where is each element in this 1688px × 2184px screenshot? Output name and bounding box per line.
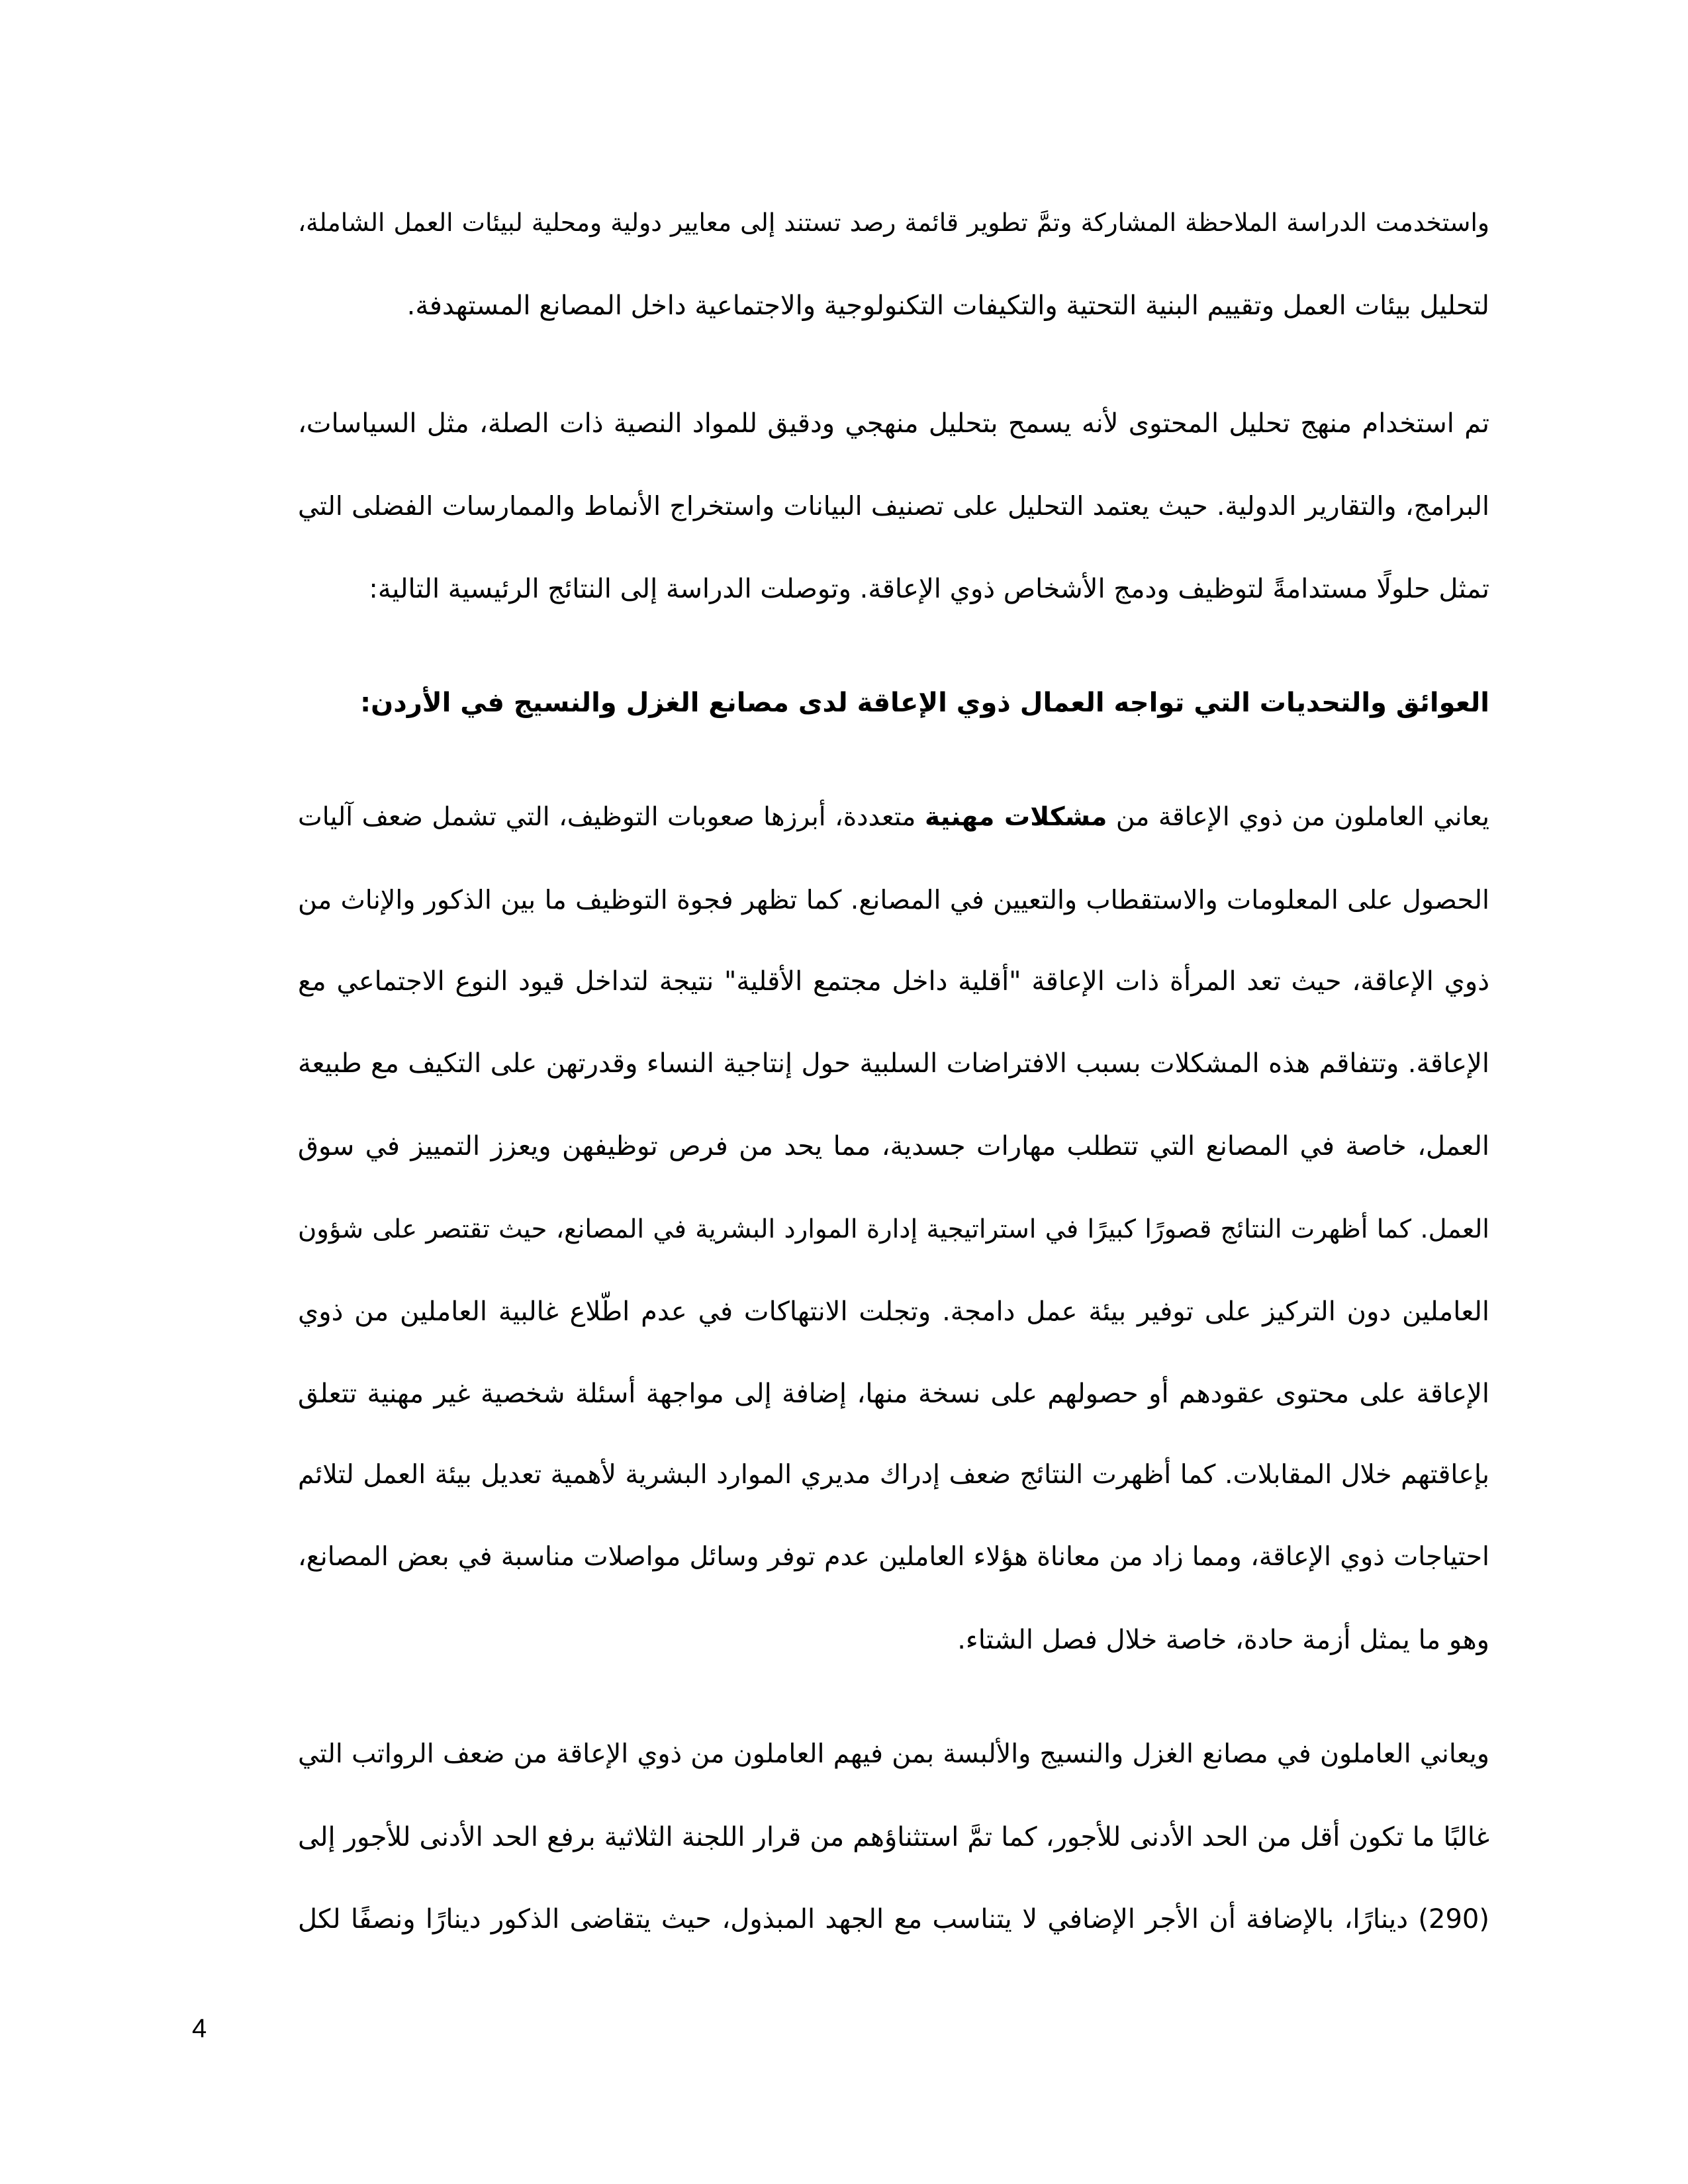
paragraph-4-line-1: ويعاني العاملون في مصانع الغزل والنسيج والألبسة بمن فيهم العاملون من ذوي الإعاقة من ضعف الرواتب التي [298, 1739, 1489, 1769]
paragraph-3-line-9: بإعاقتهم خلال المقابلات. كما أظهرت النتائج ضعف إدراك مديري الموارد البشرية لأهمية تعديل بيئة العمل لتلائم [298, 1459, 1489, 1490]
paragraph-3-line-8: الإعاقة على محتوى عقودهم أو حصولهم على نسخة منها، إضافة إلى مواجهة أسئلة شخصية غير مهنية تتعلق [298, 1379, 1489, 1409]
paragraph-3-bold-phrase: مشكلات مهنية [924, 802, 1107, 832]
paragraph-3-line-2: الحصول على المعلومات والاستقطاب والتعيين في المصانع. كما تظهر فجوة التوظيف ما بين الذكور والإناث من [298, 885, 1489, 915]
paragraph-3-line-5: العمل، خاصة في المصانع التي تتطلب مهارات جسدية، مما يحد من فرص توظيفهن ويعزز التمييز في سوق [298, 1131, 1489, 1161]
paragraph-4-line-2: غالبًا ما تكون أقل من الحد الأدنى للأجور، كما تمَّ استثناؤهم من قرار اللجنة الثلاثية برفع الحد الأدنى للأجور إلى [298, 1822, 1489, 1852]
paragraph-3-line-7: العاملين دون التركيز على توفير بيئة عمل دامجة. وتجلت الانتهاكات في عدم اطّلاع غالبية العاملين من ذوي [298, 1297, 1489, 1327]
paragraph-3-line-3: ذوي الإعاقة، حيث تعد المرأة ذات الإعاقة "أقلية داخل مجتمع الأقلية" نتيجة لتداخل قيود النوع الاجتماعي مع [298, 966, 1489, 997]
section-heading: العوائق والتحديات التي تواجه العمال ذوي الإعاقة لدى مصانع الغزل والنسيج في الأردن: [360, 688, 1489, 718]
paragraph-2-line-3: تمثل حلولًا مستدامةً لتوظيف ودمج الأشخاص ذوي الإعاقة. وتوصلت الدراسة إلى النتائج الرئيسية التالية: [369, 574, 1489, 604]
paragraph-3-line-11: وهو ما يمثل أزمة حادة، خاصة خلال فصل الشتاء. [957, 1625, 1489, 1655]
paragraph-3-line-4: الإعاقة. وتتفاقم هذه المشكلات بسبب الافتراضات السلبية حول إنتاجية النساء وقدرتهن على التكيف مع طبيعة [298, 1048, 1489, 1079]
paragraph-3-line-1-end: متعددة، أبرزها صعوبات التوظيف، التي تشمل ضعف آليات [298, 802, 925, 832]
paragraph-3-line-1-start: يعاني العاملون من ذوي الإعاقة من [1107, 802, 1489, 832]
paragraph-2-line-2: البرامج، والتقارير الدولية. حيث يعتمد التحليل على تصنيف البيانات واستخراج الأنماط والممارسات الفضلى التي [298, 491, 1489, 522]
paragraph-3-line-6: العمل. كما أظهرت النتائج قصورًا كبيرًا في استراتيجية إدارة الموارد البشرية في المصانع، حيث تقتصر على شؤون [298, 1214, 1489, 1244]
paragraph-1-line-2: لتحليل بيئات العمل وتقييم البنية التحتية والتكيفات التكنولوجية والاجتماعية داخل المصانع المستهدفة. [406, 291, 1489, 321]
paragraph-4-line-3: (290) دينارًا، بالإضافة أن الأجر الإضافي لا يتناسب مع الجهد المبذول، حيث يتقاضى الذكور دينارًا ونصفًا لكل [298, 1904, 1489, 1934]
paragraph-1-line-1: واستخدمت الدراسة الملاحظة المشاركة وتمَّ تطوير قائمة رصد تستند إلى معايير دولية ومحلية لبيئات العمل الشاملة، [298, 208, 1489, 237]
paragraph-2-line-1: تم استخدام منهج تحليل المحتوى لأنه يسمح بتحليل منهجي ودقيق للمواد النصية ذات الصلة، مثل السياسات، [298, 408, 1489, 439]
paragraph-3-line-10: احتياجات ذوي الإعاقة، ومما زاد من معاناة هؤلاء العاملين عدم توفر وسائل مواصلات مناسبة في بعض المصانع، [298, 1541, 1489, 1572]
paragraph-3-line-1 [298, 784, 1489, 850]
page-number: 4 [192, 2014, 207, 2043]
